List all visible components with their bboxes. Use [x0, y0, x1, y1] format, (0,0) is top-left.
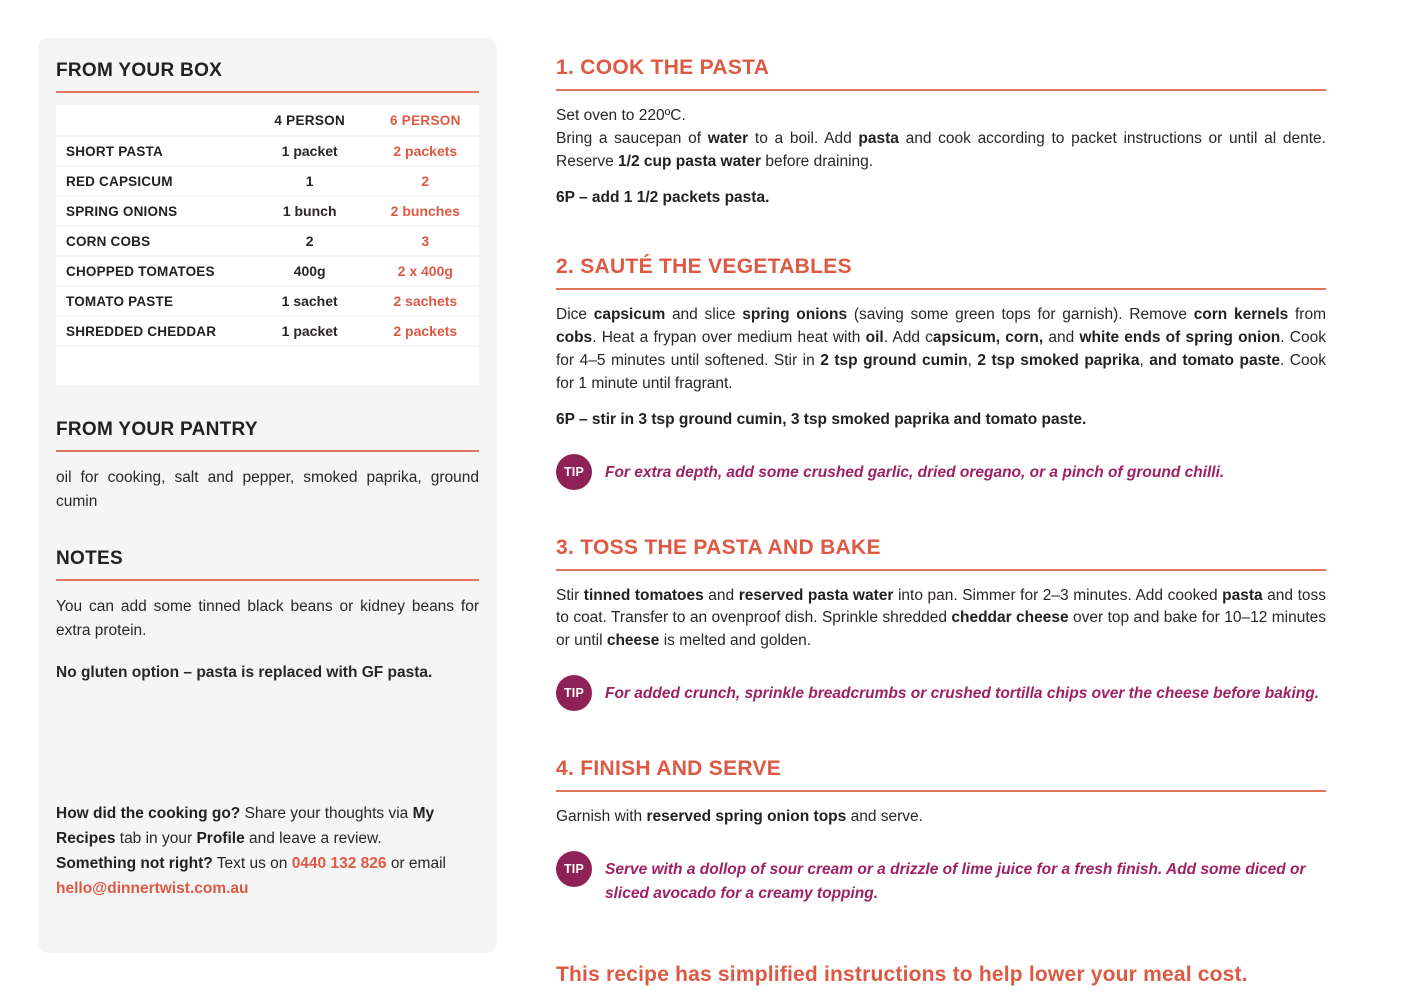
- table-row: [56, 137, 479, 167]
- text-segment: or email: [386, 854, 446, 872]
- text-segment: 2 tsp ground cumin: [820, 352, 968, 370]
- text-segment: before draining.: [761, 152, 874, 170]
- text-segment: cobs: [556, 329, 593, 347]
- text-segment: spring onions: [742, 306, 848, 324]
- from-your-box-section: [56, 60, 479, 385]
- step-section-3: [556, 536, 1326, 712]
- text-segment: Dice: [556, 306, 594, 324]
- qty-4-person: 400g: [293, 263, 326, 279]
- ingredients-table: [56, 105, 479, 385]
- col-4-person-header: 4 PERSON: [274, 112, 345, 128]
- notes-bold-note: No gluten option – pasta is replaced with GF pasta.: [56, 664, 433, 682]
- tip-callout: [556, 851, 1326, 905]
- text-segment: 6P – stir in 3 tsp ground cumin, 3 tsp smoked paprika and tomato paste.: [556, 411, 1087, 429]
- step-heading-1: 1. COOK THE PASTA: [556, 56, 770, 79]
- text-segment: reserved pasta water: [738, 586, 894, 604]
- ingredient-name: SPRING ONIONS: [66, 203, 178, 219]
- text-segment: over top and bake for 10–12 minutes or until: [556, 609, 1326, 650]
- text-segment: cheese: [606, 632, 660, 650]
- text-segment: oil: [865, 329, 884, 347]
- six-person-note: [556, 187, 1326, 209]
- text-segment: and: [703, 586, 739, 604]
- text-segment: capsicum: [593, 306, 666, 324]
- text-segment: My Recipes: [56, 804, 435, 847]
- text-segment: water: [707, 129, 749, 147]
- table-row: [56, 257, 479, 287]
- qty-4-person: 1 bunch: [282, 203, 337, 219]
- qty-6-person: 2: [421, 173, 430, 189]
- footer-contact-line: [56, 851, 479, 901]
- ingredient-name: SHORT PASTA: [66, 143, 163, 159]
- step-heading-rule: [556, 288, 1326, 290]
- qty-4-person: 1 packet: [281, 143, 338, 159]
- text-segment: . Add c: [883, 329, 933, 347]
- text-segment: corn kernels: [1193, 306, 1289, 324]
- text-segment: ,: [967, 352, 978, 370]
- step-heading-3: 3. TOSS THE PASTA AND BAKE: [556, 535, 881, 559]
- step-heading-rule: [556, 569, 1326, 571]
- qty-6-person: 2 sachets: [393, 293, 458, 309]
- text-segment: and cook according to packet instructions or until al dente. Reserve: [556, 129, 1326, 170]
- text-segment: Profile: [196, 829, 245, 847]
- table-row: [56, 227, 479, 257]
- text-segment: . Cook for 4–5 minutes until softened. Stir in: [556, 329, 1326, 370]
- tip-callout: [556, 454, 1326, 490]
- table-bottom-spacer: [56, 347, 479, 385]
- tip-badge-icon: TIP: [556, 454, 592, 490]
- step-section-4: [556, 757, 1326, 904]
- qty-6-person: 3: [421, 233, 430, 249]
- text-segment: Set oven to 220ºC.: [556, 107, 686, 124]
- phone-link[interactable]: 0440 132 826: [291, 854, 387, 872]
- from-your-pantry-section: [56, 419, 479, 514]
- email-link[interactable]: hello@dinnertwist.com.au: [56, 879, 249, 897]
- box-section-title: FROM YOUR BOX: [56, 60, 223, 81]
- sidebar: [38, 38, 497, 953]
- col-6-person-header: 6 PERSON: [389, 112, 461, 128]
- qty-4-person: 1 sachet: [281, 293, 338, 309]
- text-segment: 1/2 cup pasta water: [618, 152, 762, 170]
- text-segment: apsicum, corn,: [932, 329, 1044, 347]
- step-heading-rule: [556, 89, 1326, 91]
- table-row: [56, 317, 479, 347]
- text-segment: from: [1288, 306, 1326, 324]
- notes-section-title: NOTES: [56, 548, 123, 570]
- text-segment: into pan. Simmer for 2–3 minutes. Add cooked: [893, 586, 1223, 604]
- text-segment: . Cook for 1 minute until fragrant.: [556, 352, 1326, 393]
- text-segment: and tomato paste: [1149, 352, 1280, 370]
- cost-footer-line: This recipe has simplified instructions to help lower your meal cost.: [556, 962, 1248, 986]
- notes-text: You can add some tinned black beans or kidney beans for extra protein.: [56, 598, 479, 640]
- pantry-text: oil for cooking, salt and pepper, smoked paprika, ground cumin: [56, 469, 479, 511]
- ingredient-name: CORN COBS: [66, 233, 151, 249]
- notes-section: [56, 548, 479, 685]
- text-segment: pasta: [858, 129, 899, 147]
- text-segment: Share your thoughts via: [240, 804, 413, 822]
- step-body-paragraph: [556, 585, 1326, 654]
- step-heading-rule: [556, 790, 1326, 792]
- tip-badge-icon: TIP: [556, 675, 592, 711]
- qty-6-person: 2 packets: [393, 323, 458, 339]
- text-segment: cheddar cheese: [951, 609, 1069, 627]
- pantry-title-rule: [56, 450, 479, 452]
- text-segment: 2 tsp smoked paprika: [977, 352, 1140, 370]
- tip-text: Serve with a dollop of sour cream or a drizzle of lime juice for a fresh finish. Add some diced or sliced avocado for a creamy topping.: [605, 861, 1306, 902]
- pantry-section-title: FROM YOUR PANTRY: [56, 419, 258, 440]
- step-body-paragraph: [556, 304, 1326, 396]
- qty-4-person: 2: [305, 233, 314, 249]
- text-segment: Bring a saucepan of: [556, 129, 708, 147]
- tip-callout: [556, 675, 1326, 711]
- table-row: [56, 287, 479, 317]
- step-body-paragraph: [556, 806, 1326, 829]
- text-segment: . Heat a frypan over medium heat with: [592, 329, 866, 347]
- text-segment: (saving some green tops for garnish). Remove: [847, 306, 1194, 324]
- text-segment: reserved spring onion tops: [646, 808, 847, 826]
- notes-title-rule: [56, 579, 479, 581]
- text-segment: Text us on: [212, 854, 292, 872]
- sidebar-footer: [56, 801, 479, 901]
- instructions-column: [556, 56, 1326, 987]
- text-segment: and leave a review.: [244, 829, 382, 847]
- text-segment: How did the cooking go?: [56, 804, 241, 822]
- text-segment: ,: [1139, 352, 1150, 370]
- text-segment: Garnish with: [556, 808, 647, 826]
- text-segment: and toss to coat. Transfer to an ovenproof dish. Sprinkle shredded: [556, 586, 1327, 627]
- ingredients-table-header: [56, 105, 479, 137]
- table-row: [56, 167, 479, 197]
- box-title-rule: [56, 91, 479, 93]
- step-section-2: [556, 255, 1326, 489]
- text-segment: and serve.: [846, 808, 923, 826]
- six-person-note: [556, 409, 1326, 431]
- text-segment: 6P – add 1 1/2 packets pasta.: [556, 188, 770, 206]
- text-segment: pasta: [1222, 586, 1263, 604]
- text-segment: and slice: [665, 306, 743, 324]
- step-heading-2: 2. SAUTÉ THE VEGETABLES: [556, 255, 852, 279]
- text-segment: tab in your: [115, 829, 197, 847]
- footer-review-line: [56, 801, 479, 851]
- ingredient-name: RED CAPSICUM: [66, 173, 173, 189]
- text-segment: to a boil. Add: [748, 129, 859, 147]
- step-heading-4: 4. FINISH AND SERVE: [556, 757, 782, 781]
- table-row: [56, 197, 479, 227]
- text-segment: tinned tomatoes: [583, 586, 704, 604]
- text-segment: is melted and golden.: [659, 632, 812, 650]
- qty-4-person: 1 packet: [281, 323, 338, 339]
- qty-6-person: 2 bunches: [390, 203, 460, 219]
- qty-4-person: 1: [305, 173, 314, 189]
- ingredient-name: TOMATO PASTE: [66, 293, 174, 309]
- tip-badge-icon: TIP: [556, 851, 592, 887]
- qty-6-person: 2 packets: [393, 143, 458, 159]
- tip-text: For added crunch, sprinkle breadcrumbs or crushed tortilla chips over the cheese before baking.: [605, 685, 1320, 703]
- text-segment: Stir: [556, 586, 584, 604]
- text-segment: and: [1043, 329, 1080, 347]
- text-segment: Something not right?: [56, 854, 213, 872]
- tip-text: For extra depth, add some crushed garlic, dried oregano, or a pinch of ground chilli.: [605, 463, 1225, 481]
- ingredient-name: CHOPPED TOMATOES: [66, 263, 215, 279]
- step-section-1: [556, 56, 1326, 209]
- text-segment: white ends of spring onion: [1079, 329, 1281, 347]
- step-body-paragraph: [556, 105, 1326, 128]
- step-body-paragraph: [556, 128, 1326, 174]
- qty-6-person: 2 x 400g: [397, 263, 453, 279]
- ingredient-name: SHREDDED CHEDDAR: [66, 323, 217, 339]
